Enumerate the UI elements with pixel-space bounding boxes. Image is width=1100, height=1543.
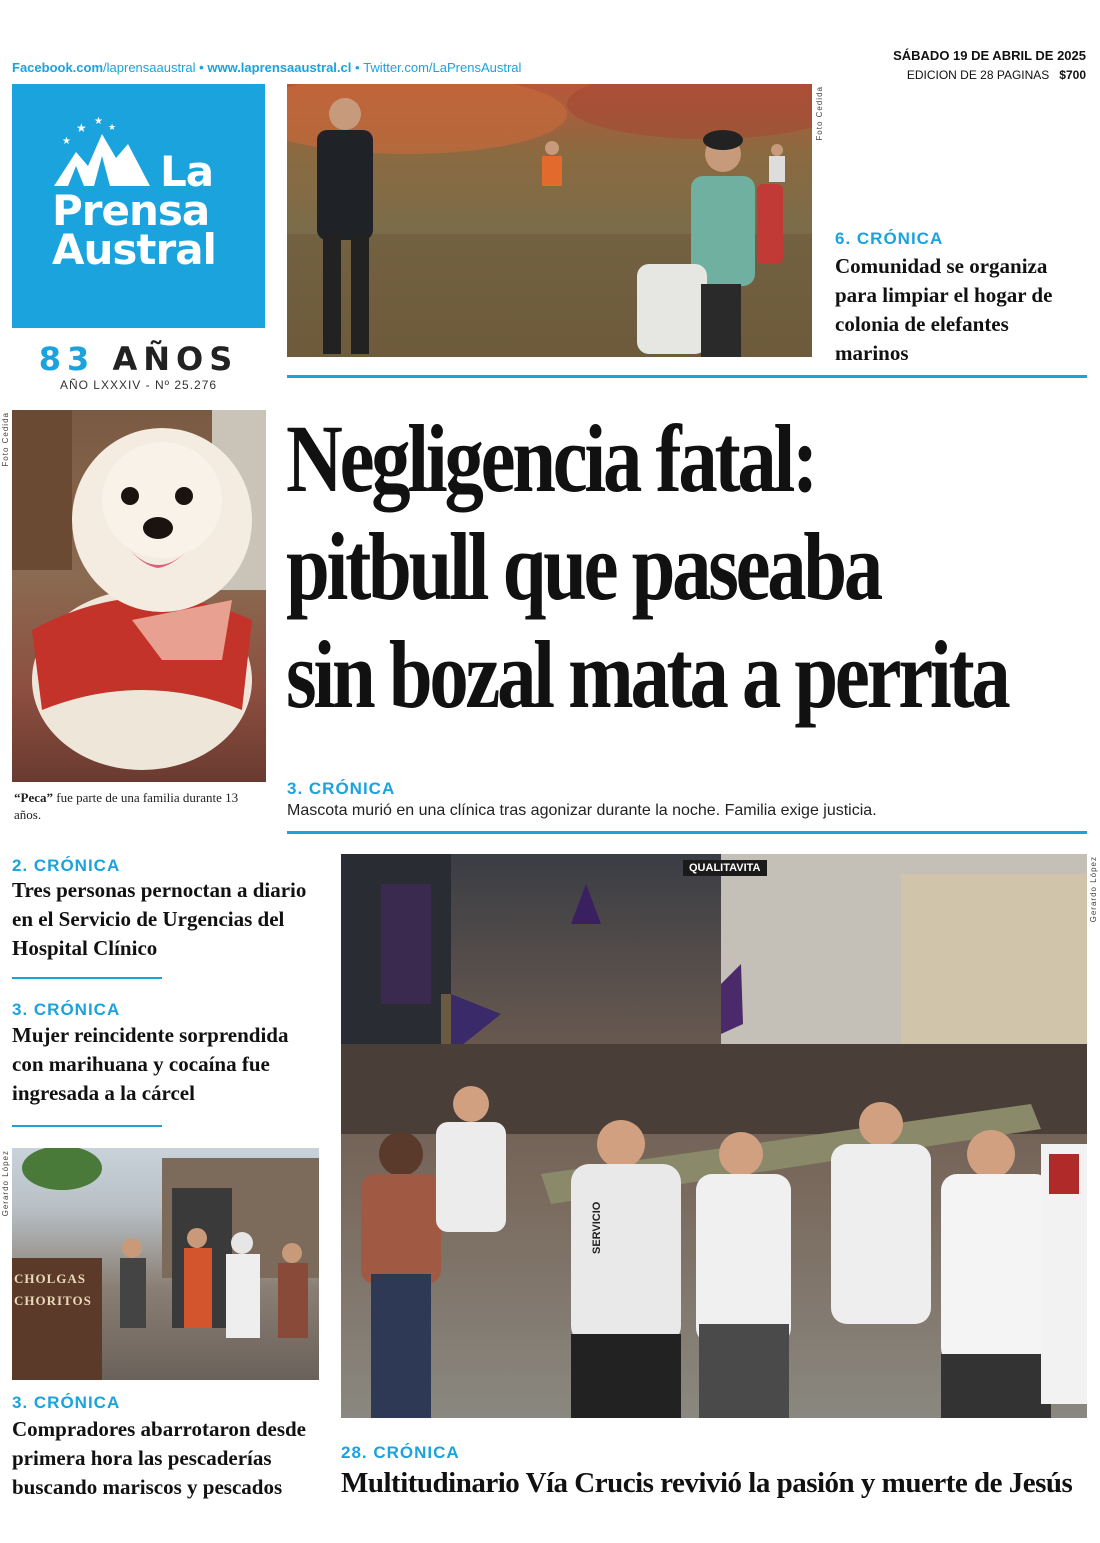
divider bbox=[12, 977, 162, 979]
photo-fish-market bbox=[12, 1148, 319, 1380]
headline-cleanup[interactable]: Comunidad se organiza para limpiar el hogar de colonia de elefantes marinos bbox=[835, 254, 1053, 365]
main-headline[interactable] bbox=[286, 405, 1008, 729]
separator: • bbox=[355, 60, 360, 75]
logo-line-2: Prensa bbox=[52, 186, 210, 235]
section-label[interactable]: 3. CRÓNICA bbox=[12, 1000, 121, 1019]
logo-line-3: Austral bbox=[52, 225, 216, 274]
headline-hospital[interactable]: Tres personas pernoctan a diario en el Servicio de Urgencias del Hospital Clínico bbox=[12, 878, 307, 960]
caption-name: “Peca” bbox=[14, 790, 53, 805]
price: $700 bbox=[1059, 68, 1086, 82]
anniversary-number: 83 bbox=[38, 340, 96, 378]
main-headline-line-3: sin bozal mata a perrita bbox=[286, 621, 1008, 728]
photo-procession bbox=[341, 854, 1087, 1418]
social-twitter[interactable]: Twitter.com/LaPrensAustral bbox=[363, 60, 522, 75]
section-label[interactable]: 3. CRÓNICA bbox=[287, 779, 396, 798]
section-label[interactable]: 6. CRÓNICA bbox=[835, 229, 944, 248]
social-facebook[interactable]: Facebook.com/laprensaaustral bbox=[12, 60, 196, 75]
photo-credit: Foto Cedida bbox=[1, 412, 10, 467]
anniversary-word: AÑOS bbox=[112, 340, 239, 378]
headline-arrest[interactable]: Mujer reincidente sorprendida con marihuana y cocaína fue ingresada a la cárcel bbox=[12, 1023, 289, 1105]
logo-line-1: La bbox=[160, 147, 214, 196]
divider bbox=[12, 1125, 162, 1127]
logo-wordmark bbox=[52, 147, 216, 274]
divider bbox=[287, 831, 1087, 834]
vest-text: SERVICIO bbox=[591, 1201, 603, 1254]
svg-text:★: ★ bbox=[76, 121, 87, 135]
headline-fish[interactable]: Compradores abarrotaron desde primera hora las pescaderías buscando mariscos y pescados bbox=[12, 1417, 306, 1499]
photo-cleanup bbox=[287, 84, 812, 357]
photo-dog bbox=[12, 410, 266, 782]
issue-date: SÁBADO 19 DE ABRIL DE 2025 bbox=[893, 48, 1086, 63]
photo-caption bbox=[14, 789, 268, 823]
issue-number: AÑO LXXXIV - Nº 25.276 bbox=[59, 378, 218, 392]
section-label[interactable]: 28. CRÓNICA bbox=[341, 1443, 460, 1462]
svg-text:★: ★ bbox=[62, 136, 71, 147]
social-web[interactable]: www.laprensaaustral.cl bbox=[207, 60, 352, 75]
social-links bbox=[12, 60, 521, 75]
anniversary bbox=[12, 340, 265, 378]
store-sign: QUALITAVITA bbox=[683, 860, 767, 876]
separator: • bbox=[199, 60, 204, 75]
caption-text: fue parte de una familia durante 13 años. bbox=[14, 790, 239, 822]
main-dek: Mascota murió en una clínica tras agonizar durante la noche. Familia exige justicia. bbox=[287, 802, 877, 819]
section-label[interactable]: 3. CRÓNICA bbox=[12, 1393, 121, 1412]
edition-pages: EDICION DE 28 PAGINAS bbox=[906, 68, 1050, 82]
main-headline-line-1: Negligencia fatal: bbox=[286, 405, 816, 512]
main-headline-line-2: pitbull que paseaba bbox=[286, 513, 880, 620]
svg-text:★: ★ bbox=[108, 122, 117, 132]
fish-sign bbox=[14, 1268, 114, 1312]
divider bbox=[287, 375, 1087, 378]
photo-credit: Gerardo López bbox=[1089, 856, 1098, 923]
section-label[interactable]: 2. CRÓNICA bbox=[12, 856, 121, 875]
photo-credit: Foto Cedida bbox=[815, 86, 824, 141]
svg-text:★: ★ bbox=[94, 116, 103, 127]
logo bbox=[12, 84, 265, 328]
sign-choritos: CHORITOS bbox=[14, 1293, 92, 1308]
headline-procession[interactable]: Multitudinario Vía Crucis revivió la pasión y muerte de Jesús bbox=[341, 1467, 1073, 1499]
sign-cholgas: CHOLGAS bbox=[14, 1271, 87, 1286]
edition-info bbox=[907, 68, 1086, 82]
photo-credit: Gerardo López bbox=[1, 1150, 10, 1217]
